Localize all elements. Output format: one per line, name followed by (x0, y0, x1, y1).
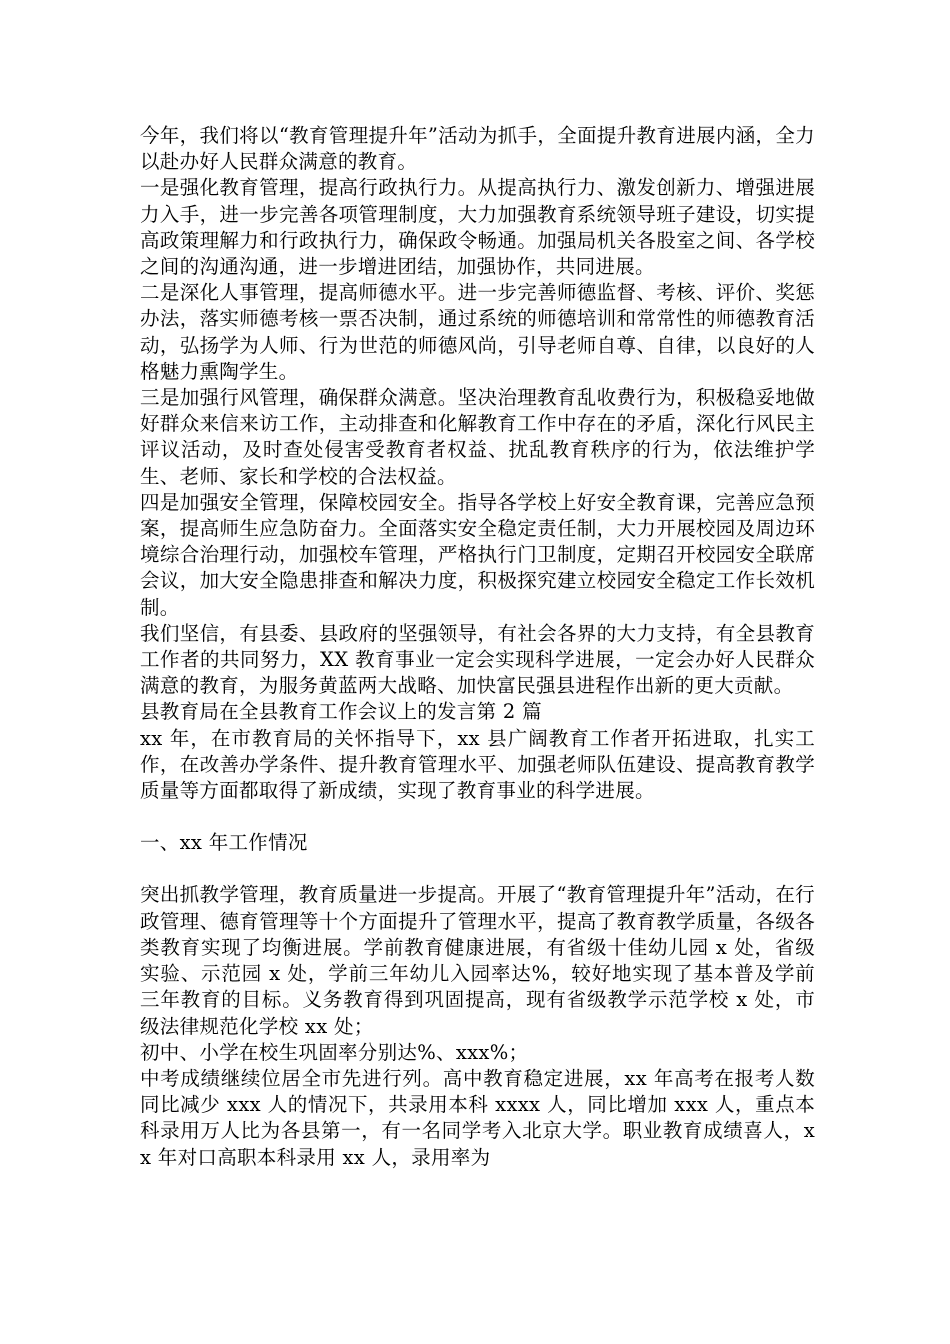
paragraph-exam-results: 中考成绩继续位居全市先进行列。高中教育稳定进展，xx 年高考在报考人数同比减少 xxx 人的情况下，共录用本科 xxxx 人，同比增加 xxx 人，重点本科录用万人比为各县第一，有一名同学考入北京大学。职业教育成绩喜人，xx 年对口高职本科录用 xx 人，录用率为 (140, 1066, 815, 1169)
paragraph-point-two: 二是深化人事管理，提高师德水平。进一步完善师德监督、考核、评价、奖惩办法，落实师德考核一票否决制，通过系统的师德培训和常常性的师德教育活动，弘扬学为人师、行为世范的师德风尚，引导老师自尊、自律，以良好的人格魅力熏陶学生。 (140, 281, 815, 383)
paragraph-teaching-management: 突出抓教学管理，教育质量进一步提高。开展了“教育管理提升年”活动，在行政管理、德育管理等十个方面提升了管理水平，提高了教育教学质量，各级各类教育实现了均衡进展。学前教育健康进展，有省级十佳幼儿园 x 处，省级实验、示范园 x 处，学前三年幼儿入园率达%，较好地实现了基本普及学前三年教育的目标。义务教育得到巩固提高，现有省级教学示范学校 x 处，市级法律规范化学校 xx 处； (140, 883, 815, 1038)
paragraph-point-one: 一是强化教育管理，提高行政执行力。从提高执行力、激发创新力、增强进展力入手，进一步完善各项管理制度，大力加强教育系统领导班子建设，切实提高政策理解力和行政执行力，确保政令畅通。加强局机关各股室之间、各学校之间的沟通沟通，进一步增进团结，加强协作，共同进展。 (140, 176, 815, 279)
section-heading: 一、xx 年工作情况 (140, 831, 308, 855)
section-title: 县教育局在全县教育工作会议上的发言第 2 篇 (140, 700, 542, 724)
paragraph-retention-rate: 初中、小学在校生巩固率分别达%、xxx%； (140, 1040, 529, 1064)
paragraph-conclusion: 我们坚信，有县委、县政府的坚强领导，有社会各界的大力支持，有全县教育工作者的共同努力，XX 教育事业一定会实现科学进展，一定会办好人民群众满意的教育，为服务黄蓝两大战略、加快富民强县进程作出新的更大贡献。 (140, 621, 815, 698)
document-body (140, 123, 815, 1171)
paragraph-point-three: 三是加强行风管理，确保群众满意。坚决治理教育乱收费行为，积极稳妥地做好群众来信来访工作，主动排查和化解教育工作中存在的矛盾，深化行风民主评议活动，及时查处侵害受教育者权益、扰乱教育秩序的行为，依法维护学生、老师、家长和学校的合法权益。 (140, 386, 815, 488)
paragraph-overview: xx 年，在市教育局的关怀指导下，xx 县广阔教育工作者开拓进取，扎实工作，在改善办学条件、提升教育管理水平、加强老师队伍建设、提高教育教学质量等方面都取得了新成绩，实现了教育事业的科学进展。 (140, 726, 815, 803)
paragraph-point-four: 四是加强安全管理，保障校园安全。指导各学校上好安全教育课，完善应急预案，提高师生应急防奋力。全面落实安全稳定责任制，大力开展校园及周边环境综合治理行动，加强校车管理，严格执行门卫制度，定期召开校园安全联席会议，加大安全隐患排查和解决力度，积极探究建立校园安全稳定工作长效机制。 (140, 490, 815, 619)
paragraph-intro: 今年，我们将以“教育管理提升年”活动为抓手，全面提升教育进展内涵，全力以赴办好人民群众满意的教育。 (140, 124, 815, 174)
